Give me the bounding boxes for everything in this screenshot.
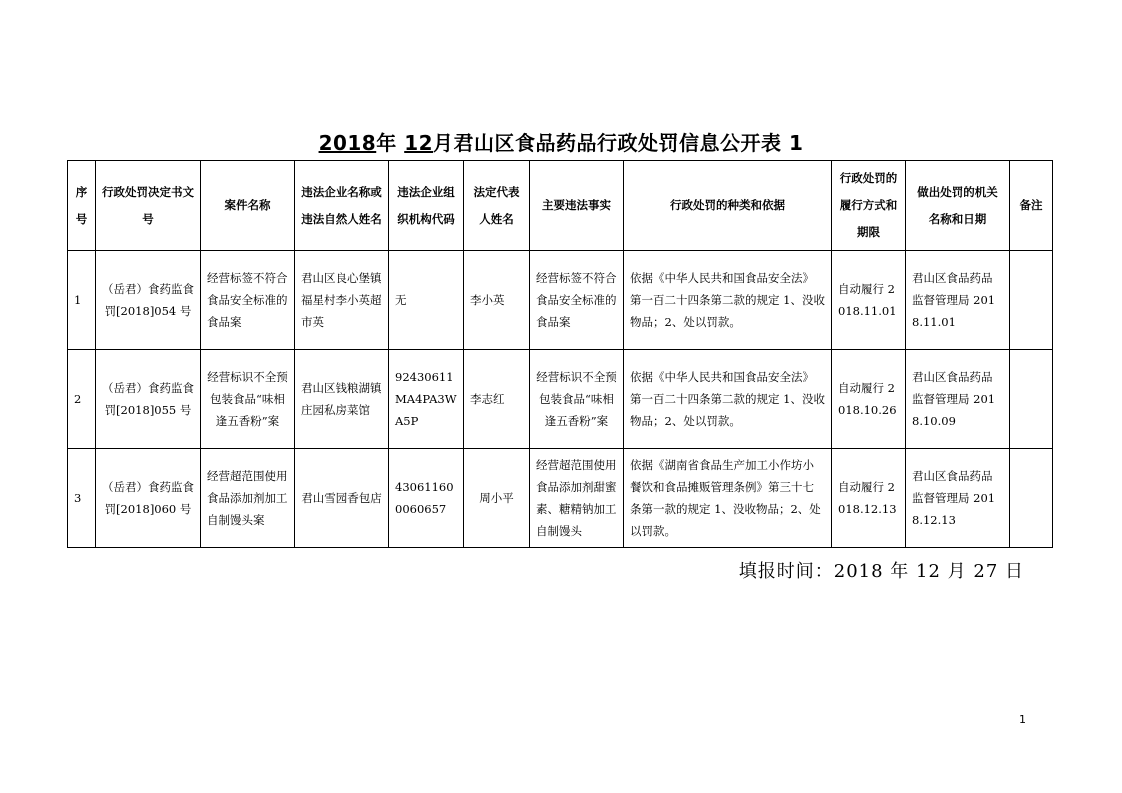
cell-legal-rep: 周小平 — [464, 449, 530, 548]
cell-authority: 君山区食品药品监督管理局 2018.11.01 — [906, 251, 1010, 350]
table-header-row — [68, 161, 1053, 251]
title-month: 12 — [404, 131, 434, 155]
header-org-code: 违法企业组织机构代码 — [389, 161, 464, 251]
title-year-suffix: 年 — [376, 131, 405, 155]
cell-no: 2 — [68, 350, 96, 449]
cell-party: 君山雪园香包店 — [295, 449, 389, 548]
fill-date: 填报时间：2018 年 12 月 27 日 — [738, 561, 1024, 582]
header-doc-no: 行政处罚决定书文号 — [96, 161, 201, 251]
cell-case-name: 经营标签不符合食品安全标准的食品案 — [201, 251, 295, 350]
cell-doc-no: （岳君）食药监食罚[2018]054 号 — [96, 251, 201, 350]
cell-doc-no: （岳君）食药监食罚[2018]060 号 — [96, 449, 201, 548]
cell-no: 1 — [68, 251, 96, 350]
cell-no: 3 — [68, 449, 96, 548]
header-no: 序号 — [68, 161, 96, 251]
cell-facts: 经营标签不符合食品安全标准的食品案 — [530, 251, 624, 350]
cell-org-code: 92430611MA4PA3WA5P — [389, 350, 464, 449]
cell-basis: 依据《中华人民共和国食品安全法》第一百二十四条第二款的规定 1、没收物品；2、处以罚款。 — [624, 350, 832, 449]
table-row — [68, 251, 1053, 350]
header-facts: 主要违法事实 — [530, 161, 624, 251]
penalty-table — [67, 160, 1053, 548]
header-case-name: 案件名称 — [201, 161, 295, 251]
header-perform: 行政处罚的履行方式和期限 — [832, 161, 906, 251]
title-rest: 月君山区食品药品行政处罚信息公开表 1 — [433, 131, 804, 155]
header-basis: 行政处罚的种类和依据 — [624, 161, 832, 251]
cell-party: 君山区良心堡镇福星村李小英超市英 — [295, 251, 389, 350]
title-year: 2018 — [318, 131, 377, 155]
cell-perform: 自动履行 2018.11.01 — [832, 251, 906, 350]
cell-org-code: 无 — [389, 251, 464, 350]
cell-case-name: 经营标识不全预包装食品“味相逢五香粉”案 — [201, 350, 295, 449]
cell-legal-rep: 李小英 — [464, 251, 530, 350]
header-legal-rep: 法定代表人姓名 — [464, 161, 530, 251]
cell-doc-no: （岳君）食药监食罚[2018]055 号 — [96, 350, 201, 449]
cell-authority: 君山区食品药品监督管理局 2018.12.13 — [906, 449, 1010, 548]
table-row — [68, 449, 1053, 548]
cell-legal-rep: 李志红 — [464, 350, 530, 449]
cell-perform: 自动履行 2018.12.13 — [832, 449, 906, 548]
cell-facts: 经营标识不全预包装食品“味相逢五香粉”案 — [530, 350, 624, 449]
table-row — [68, 350, 1053, 449]
cell-party: 君山区钱粮湖镇庄园私房菜馆 — [295, 350, 389, 449]
cell-case-name: 经营超范围使用食品添加剂加工自制馒头案 — [201, 449, 295, 548]
cell-remark — [1010, 251, 1053, 350]
cell-authority: 君山区食品药品监督管理局 2018.10.09 — [906, 350, 1010, 449]
cell-perform: 自动履行 2018.10.26 — [832, 350, 906, 449]
cell-facts: 经营超范围使用食品添加剂甜蜜素、糖精钠加工自制馒头 — [530, 449, 624, 548]
page-number: 1 — [1019, 713, 1026, 726]
cell-basis: 依据《湖南省食品生产加工小作坊小餐饮和食品摊贩管理条例》第三十七条第一款的规定 1、没收物品；2、处以罚款。 — [624, 449, 832, 548]
cell-remark — [1010, 350, 1053, 449]
header-remark: 备注 — [1010, 161, 1053, 251]
cell-org-code: 430611600060657 — [389, 449, 464, 548]
page-title — [0, 127, 1122, 156]
cell-basis: 依据《中华人民共和国食品安全法》第一百二十四条第二款的规定 1、没收物品；2、处以罚款。 — [624, 251, 832, 350]
header-party: 违法企业名称或违法自然人姓名 — [295, 161, 389, 251]
cell-remark — [1010, 449, 1053, 548]
header-authority: 做出处罚的机关名称和日期 — [906, 161, 1010, 251]
